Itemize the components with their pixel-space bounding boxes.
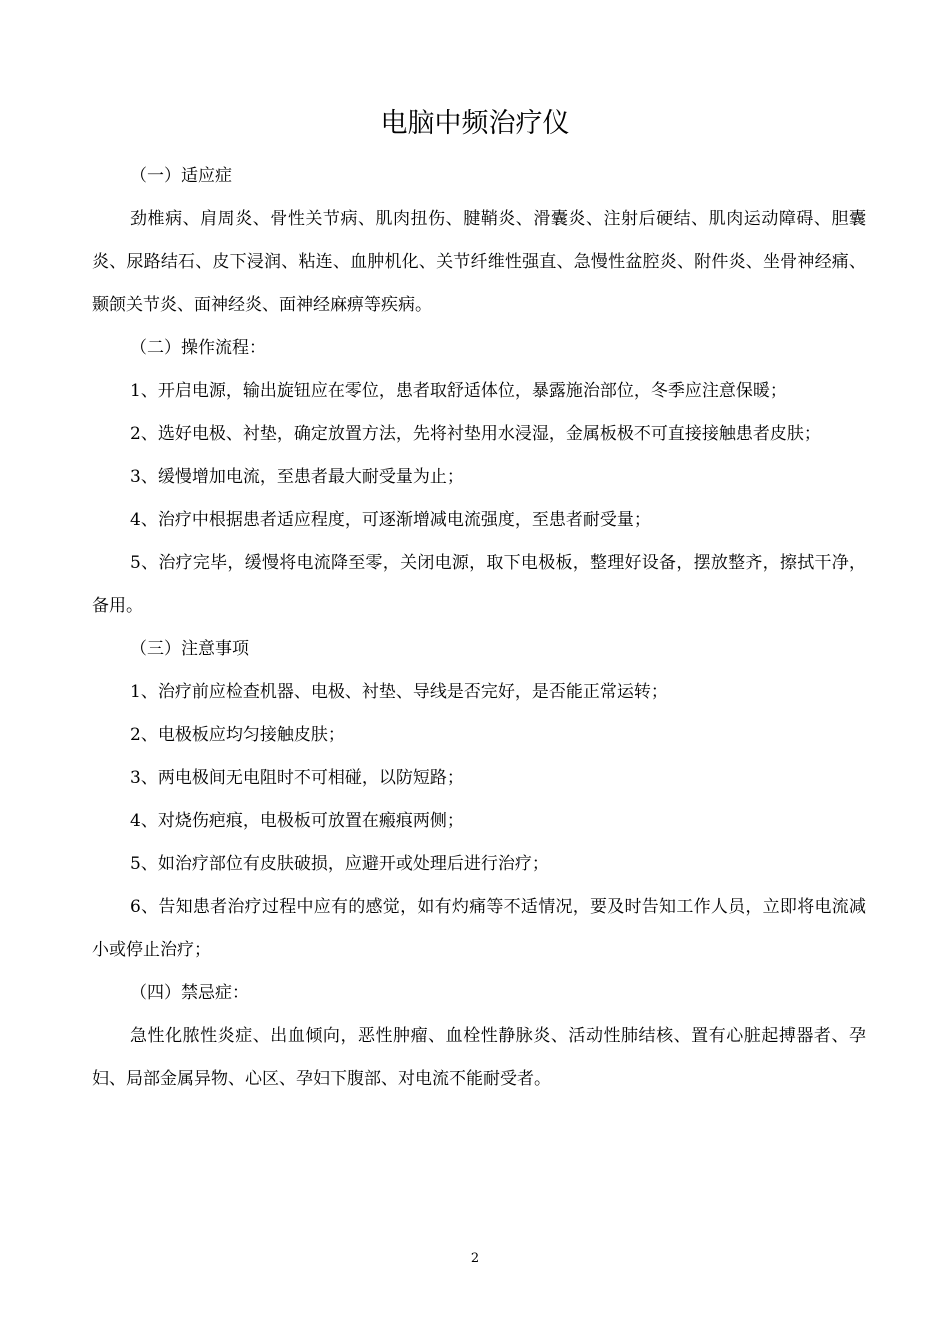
document-body [92,155,866,1101]
precaution-item: 3、两电极间无电阻时不可相碰，以防短路； [130,768,464,788]
contraindications-paragraph: 急性化脓性炎症、出血倾向，恶性肿瘤、血栓性静脉炎、活动性肺结核、置有心脏起搏器者、孕妇、局部金属异物、心区、孕妇下腹部、对电流不能耐受者。 [92,1026,866,1089]
section-heading-precautions: （三）注意事项 [130,639,249,659]
precaution-item: 4、对烧伤疤痕，电极板可放置在瘢痕两侧； [130,811,464,831]
indications-paragraph: 劲椎病、肩周炎、骨性关节病、肌肉扭伤、腱鞘炎、滑囊炎、注射后硬结、肌肉运动障碍、胆囊炎、尿路结石、皮下浸润、粘连、血肿机化、关节纤维性强直、急慢性盆腔炎、附件炎、坐骨神经痛、颞颌关节炎、面神经炎、面神经麻痹等疾病。 [92,209,866,315]
precaution-item: 6、告知患者治疗过程中应有的感觉，如有灼痛等不适情况，要及时告知工作人员，立即将电流减小或停止治疗； [92,897,866,960]
precaution-item: 5、如治疗部位有皮肤破损，应避开或处理后进行治疗； [130,854,549,874]
document-title: 电脑中频治疗仪 [380,108,570,139]
precaution-item: 2、电极板应均匀接触皮肤； [130,725,345,745]
precaution-item: 1、治疗前应检查机器、电极、衬垫、导线是否完好，是否能正常运转； [130,682,668,702]
procedure-step: 3、缓慢增加电流，至患者最大耐受量为止； [130,467,464,487]
section-heading-contraindications: （四）禁忌症： [130,983,249,1003]
procedure-step: 1、开启电源，输出旋钮应在零位，患者取舒适体位，暴露施治部位，冬季应注意保暖； [130,381,787,401]
procedure-step: 4、治疗中根据患者适应程度，可逐渐增减电流强度，至患者耐受量； [130,510,651,530]
section-heading-procedure: （二）操作流程： [130,338,266,358]
procedure-step: 5、治疗完毕，缓慢将电流降至零，关闭电源，取下电极板，整理好设备，摆放整齐，擦拭干净，备用。 [92,553,866,616]
procedure-step: 2、选好电极、衬垫，确定放置方法，先将衬垫用水浸湿，金属板极不可直接接触患者皮肤； [130,424,821,444]
page-number: 2 [470,1251,480,1266]
section-heading-indications: （一）适应症 [130,166,232,186]
